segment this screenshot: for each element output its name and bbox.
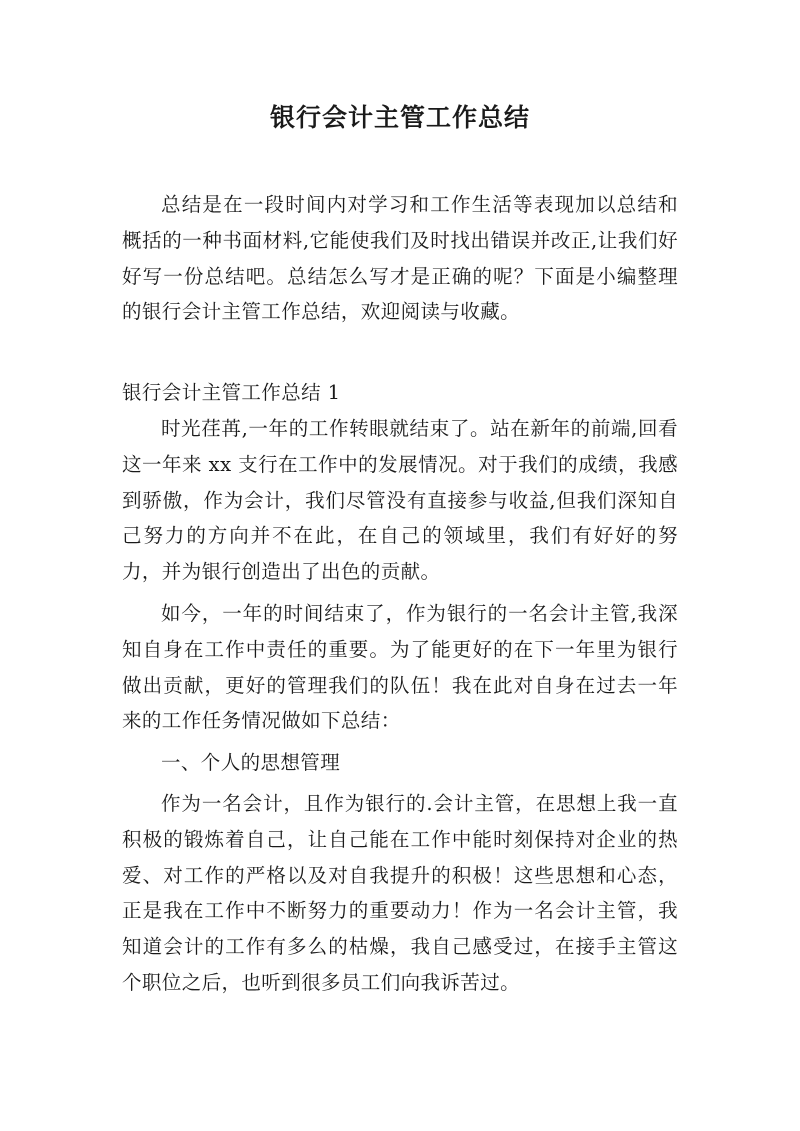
body-paragraph-1: 时光荏苒,一年的工作转眼就结束了。站在新年的前端,回看这一年来 xx 支行在工作中的发展情况。对于我们的成绩，我感到骄傲，作为会计，我们尽管没有直接参与收益,但我们深知自己努力的方向并不在此，在自己的领域里，我们有好好的努力，并为银行创造出了出色的贡献。 [122, 417, 678, 584]
section-heading: 银行会计主管工作总结 1 [122, 381, 341, 404]
subheading-personal-thought: 一、个人的思想管理 [161, 751, 341, 774]
intro-paragraph: 总结是在一段时间内对学习和工作生活等表现加以总结和概括的一种书面材料,它能使我们及时找出错误并改正,让我们好好写一份总结吧。总结怎么写才是正确的呢？下面是小编整理的银行会计主管工作总结，欢迎阅读与收藏。 [122, 193, 678, 324]
document-title: 银行会计主管工作总结 [269, 103, 530, 132]
body-paragraph-3: 作为一名会计，且作为银行的.会计主管，在思想上我一直积极的锻炼着自己，让自己能在工作中能时刻保持对企业的热爱、对工作的严格以及对自我提升的积极！这些思想和心态，正是我在工作中不断努力的重要动力！作为一名会计主管，我知道会计的工作有多么的枯燥，我自己感受过，在接手主管这个职位之后，也听到很多员工们向我诉苦过。 [122, 792, 678, 994]
body-paragraph-2: 如今，一年的时间结束了，作为银行的一名会计主管,我深知自身在工作中责任的重要。为了能更好的在下一年里为银行做出贡献，更好的管理我们的队伍！我在此对自身在过去一年来的工作任务情况做如下总结： [122, 602, 678, 733]
